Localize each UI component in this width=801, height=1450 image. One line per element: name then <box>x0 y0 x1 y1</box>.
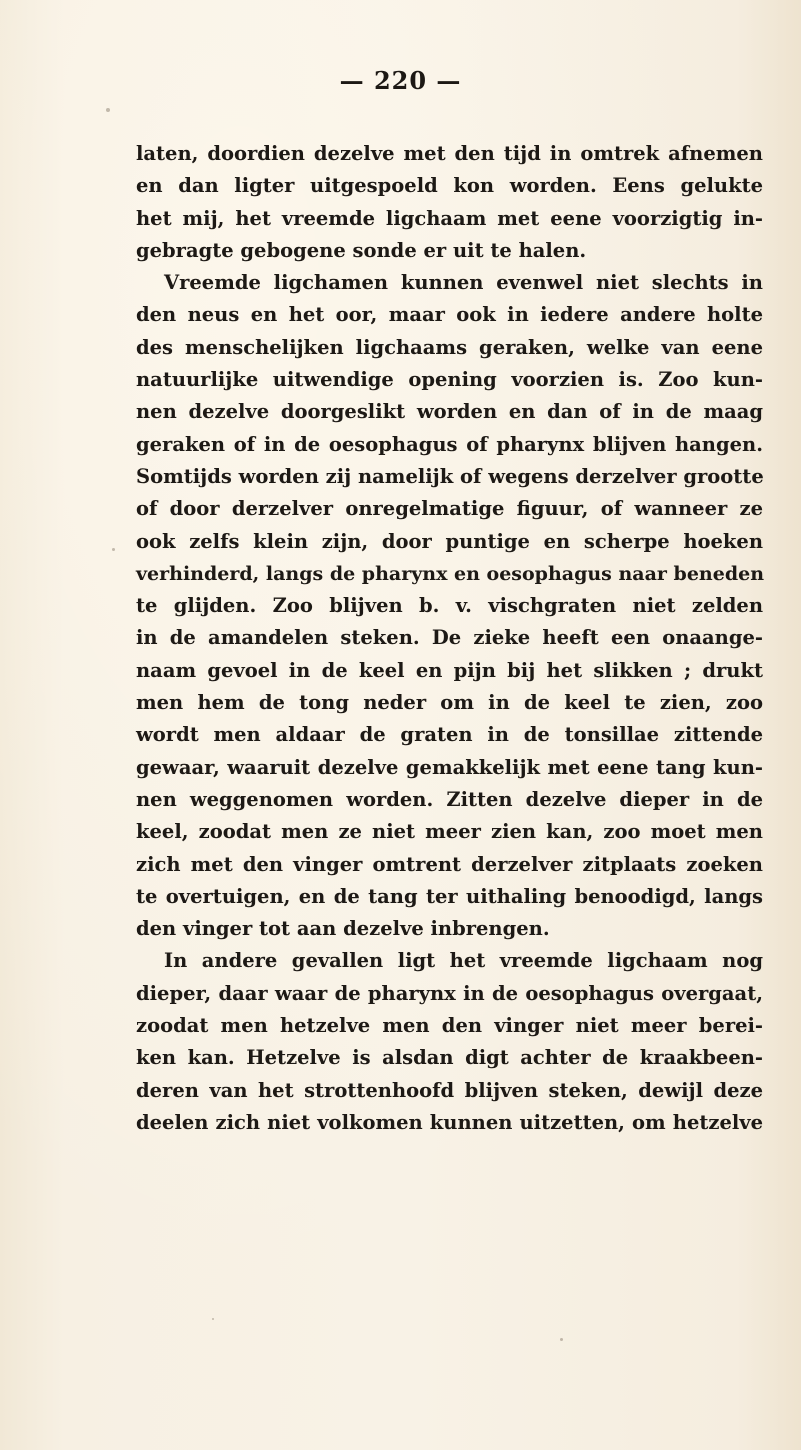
text-line: zoodat men hetzelve men den vinger niet meer berei- <box>136 1014 763 1038</box>
text-line: des menschelijken ligchaams geraken, welke van eene <box>136 335 763 359</box>
text-line: naam gevoel in de keel en pijn bij het slikken ; drukt <box>136 658 763 682</box>
text-line: Vreemde ligchamen kunnen evenwel niet slechts in <box>164 271 763 295</box>
text-line: dieper, daar waar de pharynx in de oesophagus overgaat, <box>136 981 763 1005</box>
text-line: geraken of in de oesophagus of pharynx blijven hangen. <box>136 432 763 456</box>
text-line: ken kan. Hetzelve is alsdan digt achter de kraakbeen- <box>136 1046 763 1070</box>
text-line: gewaar, waaruit dezelve gemakkelijk met eene tang kun- <box>136 755 763 779</box>
text-line: In andere gevallen ligt het vreemde ligchaam nog <box>164 949 763 973</box>
text-line: in de amandelen steken. De zieke heeft een onaange- <box>136 626 763 650</box>
text-line: den neus en het oor, maar ook in iedere andere holte <box>136 303 763 327</box>
text-line: laten, doordien dezelve met den tijd in omtrek afnemen <box>136 142 763 165</box>
text-line: of door derzelver onregelmatige figuur, of wanneer ze <box>136 497 763 521</box>
paper-speck <box>560 1338 563 1341</box>
body-text <box>136 138 763 1139</box>
text-line: keel, zoodat men ze niet meer zien kan, zoo moet men <box>136 820 763 844</box>
text-line: men hem de tong neder om in de keel te zien, zoo <box>136 691 763 715</box>
text-line: verhinderd, langs de pharynx en oesophagus naar beneden <box>136 562 765 585</box>
page-number: — 220 — <box>339 66 462 95</box>
text-line: Somtijds worden zij namelijk of wegens derzelver grootte <box>136 464 764 488</box>
text-line: gebragte gebogene sonde er uit te halen. <box>136 238 587 262</box>
text-line: het mij, het vreemde ligchaam met eene voorzigtig in- <box>136 206 763 230</box>
paper-speck <box>212 1318 214 1320</box>
text-line: en dan ligter uitgespoeld kon worden. Eens gelukte <box>136 174 763 198</box>
text-line: deren van het strottenhoofd blijven steken, dewijl deze <box>136 1078 763 1102</box>
text-line: ook zelfs klein zijn, door puntige en scherpe hoeken <box>136 529 763 553</box>
text-line: te overtuigen, en de tang ter uithaling benoodigd, langs <box>136 884 763 908</box>
text-line: te glijden. Zoo blijven b. v. vischgraten niet zelden <box>136 594 763 618</box>
text-line: nen dezelve doorgeslikt worden en dan of in de maag <box>136 400 763 424</box>
paper-speck <box>106 108 110 112</box>
text-line: zich met den vinger omtrent derzelver zitplaats zoeken <box>136 852 763 876</box>
text-line: den vinger tot aan dezelve inbrengen. <box>136 917 550 941</box>
text-line: natuurlijke uitwendige opening voorzien is. Zoo kun- <box>136 368 763 392</box>
text-line: wordt men aldaar de graten in de tonsillae zittende <box>136 723 763 747</box>
text-line: nen weggenomen worden. Zitten dezelve dieper in de <box>136 787 763 811</box>
paper-speck <box>112 548 115 551</box>
text-line: deelen zich niet volkomen kunnen uitzetten, om hetzelve <box>136 1110 763 1134</box>
